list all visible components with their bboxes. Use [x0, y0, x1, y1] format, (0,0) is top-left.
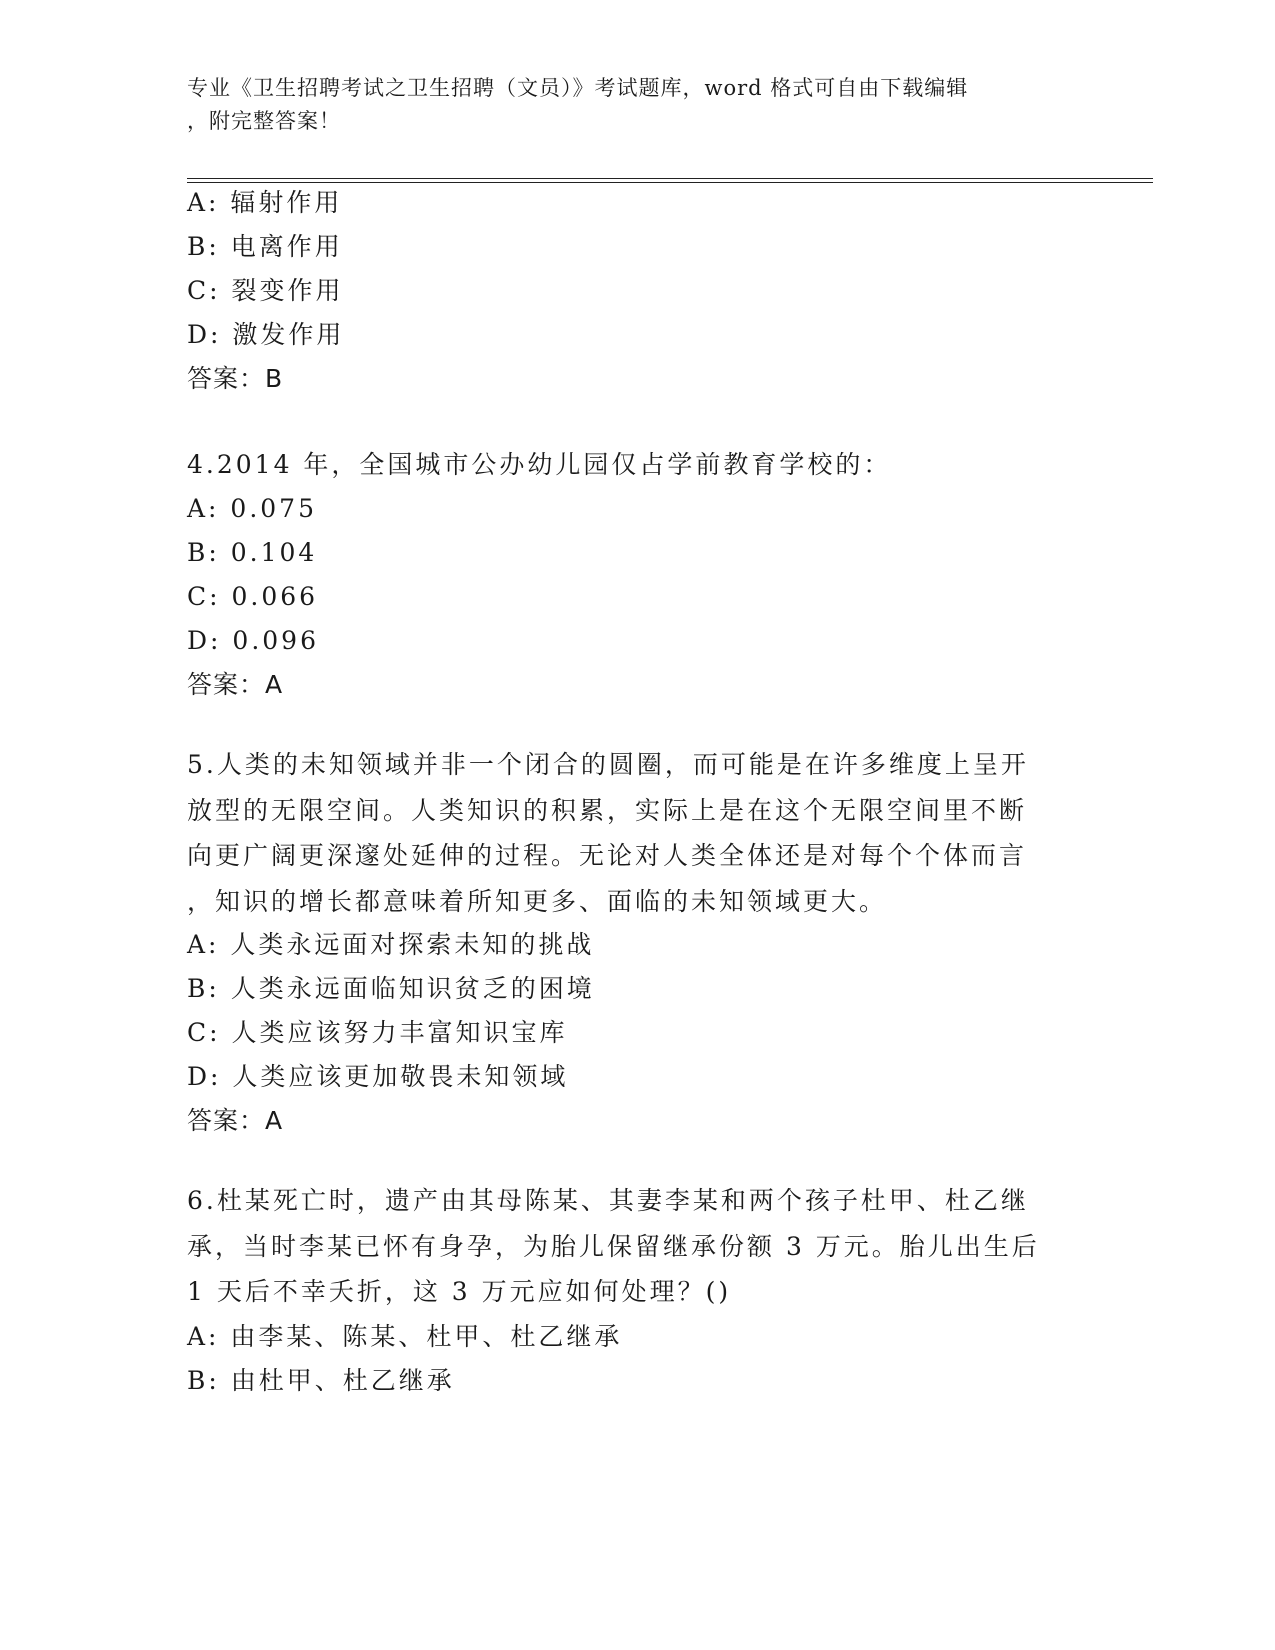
header-divider-top — [187, 178, 1153, 179]
q6-question — [187, 1178, 1067, 1315]
document-header — [187, 72, 1067, 138]
q4-answer: 答案：A — [187, 670, 284, 699]
q5-question-line-2: 放型的无限空间。人类知识的积累，实际上是在这个无限空间里不断 — [187, 795, 1028, 825]
q5-option-a: A: 人类永远面对探索未知的挑战 — [187, 930, 595, 959]
q3-option-b: B: 电离作用 — [187, 232, 343, 261]
header-line-2: ，附完整答案！ — [187, 109, 341, 133]
q5-option-d: D: 人类应该更加敬畏未知领域 — [187, 1062, 569, 1091]
q6-option-a: A: 由李某、陈某、杜甲、杜乙继承 — [187, 1322, 623, 1351]
q5-question-line-4: ，知识的增长都意味着所知更多、面临的未知领域更大。 — [187, 886, 888, 916]
q4-option-c: C: 0.066 — [187, 582, 319, 611]
q5-option-b: B: 人类永远面临知识贫乏的困境 — [187, 974, 595, 1003]
q4-question: 4.2014 年，全国城市公办幼儿园仅占学前教育学校的： — [187, 450, 892, 479]
q5-question — [187, 742, 1067, 924]
q6-question-line-1: 6.杜某死亡时，遗产由其母陈某、其妻李某和两个孩子杜甲、杜乙继 — [187, 1186, 1029, 1215]
q4-option-a: A: 0.075 — [187, 494, 317, 523]
q3-option-c: C: 裂变作用 — [187, 276, 344, 305]
q3-answer: 答案：B — [187, 364, 284, 393]
q4-option-d: D: 0.096 — [187, 626, 319, 655]
header-divider-bottom — [187, 182, 1153, 183]
q4-option-b: B: 0.104 — [187, 538, 318, 567]
q5-answer: 答案：A — [187, 1106, 284, 1135]
q5-question-line-3: 向更广阔更深邃处延伸的过程。无论对人类全体还是对每个个体而言 — [187, 841, 1028, 870]
q6-option-b: B: 由杜甲、杜乙继承 — [187, 1366, 455, 1395]
q5-option-c: C: 人类应该努力丰富知识宝库 — [187, 1018, 568, 1047]
q6-question-line-3: 1 天后不幸夭折，这 3 万元应如何处理？() — [187, 1277, 732, 1306]
header-line-1: 专业《卫生招聘考试之卫生招聘（文员）》考试题库，word 格式可自由下载编辑 — [187, 76, 969, 100]
q3-option-d: D: 激发作用 — [187, 320, 345, 349]
q5-question-line-1: 5.人类的未知领域并非一个闭合的圆圈，而可能是在许多维度上呈开 — [187, 750, 1029, 779]
q3-option-a: A: 辐射作用 — [187, 188, 343, 217]
q6-question-line-2: 承，当时李某已怀有身孕，为胎儿保留继承份额 3 万元。胎儿出生后 — [187, 1231, 1040, 1261]
